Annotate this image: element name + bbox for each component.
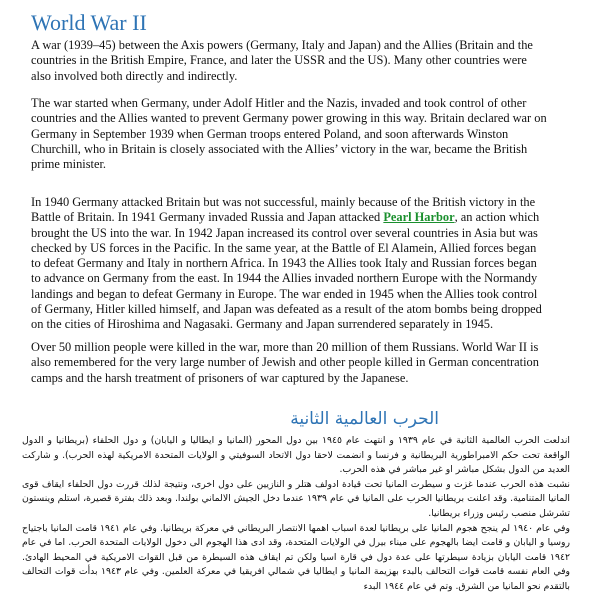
arabic-text-block [22, 434, 570, 595]
arabic-title: الحرب العالمية الثانية [290, 409, 439, 429]
arabic-paragraph-1: اندلعت الحرب العالمية الثانية في عام ١٩٣٩ و انتهت عام ١٩٤٥ بين دول المحور (المانيا و ايطاليا و اليابان) و دول الحلفاء (بريطانيا و الدول الواقعة تحت حكم الامبراطورية البريطانية و فرنسا و انضمت لاحقا دول الاتحاد السوفيتي و الولايات المتحدة الامريكية لهذه الحرب). و شاركت العديد من الدول بشكل مباشر او غير مباشر في هذه الحرب. [22, 435, 571, 476]
english-title: World War II [31, 10, 147, 35]
english-paragraph-3 [31, 195, 547, 333]
paragraph-3-text-start: In 1940 Germany attacked Britain but was not successful, mainly because of the British victory in the Battle of Britain. In 1941 Germany invaded Russia and Japan attacked [31, 195, 536, 225]
english-paragraph-2: The war started when Germany, under Adolf Hitler and the Nazis, invaded and took control of other countries and the Allies wanted to prevent Germany power growing in this way. Britain declared war on Germany in September 1939 when German troops entered Poland, and soon afterwards Winston Churchill, who in Britain is closely associated with the Allies’ victory in the war, became the British prime minister. [31, 96, 547, 172]
paragraph-3-text-end: , an action which brought the US into the war. In 1942 Japan increased its control over several countries in Asia but was checked by US forces in the Pacific. In the same year, at the Battle of El Alamein, Allied forces began to defeat Germany and Italy in northern Africa. In 1943 the Allies took Italy and Russian forces began to advance on Germany from the east. In 1944 the Allies invaded northern Europe with the Normandy landings and began to defeat Germany in Europe. The war ended in 1945 when the Allies took control of Germany, Hitler killed himself, and Japan was defeated as a result of the atom bombs being dropped on the cities of Hiroshima and Nagasaki. Germany and Japan surrendered separately in 1945. [31, 210, 542, 332]
english-paragraph-4: Over 50 million people were killed in the war, more than 20 million of them Russians. World War II is also remembered for the very large number of Jewish and other people killed in German concentration camps and the harsh treatment of prisoners of war captured by the Japanese. [31, 340, 539, 385]
pearl-harbor-link[interactable]: Pearl Harbor [383, 210, 455, 225]
english-paragraph-1: A war (1939–45) between the Axis powers (Germany, Italy and Japan) and the Allies (Britain and the countries in the British Empire, France, and later the USSR and the US). Many other countries were also involved both directly and indirectly. [31, 38, 533, 83]
arabic-paragraph-3: وفي عام ١٩٤٠ لم ينجح هجوم المانيا على بريطانيا لعدة اسباب اهمها الانتصار البريطاني في معركة بريطانيا. وفي عام ١٩٤١ قامت المانيا باجتياح روسيا و اليابان و قامت ايضا بالهجوم على ميناء بيرل في الولايات المتحدة، وقد ادى هذا الهجوم الى دخول الولايات المتحدة الحرب. اما في عام ١٩٤٢ قامت اليابان بزيادة سيطرتها على عدة دول في قارة اسيا ولكن تم ايقاف هذه السيطرة من قبل القوات الامريكية في المحيط الهادئ. وفي العام نفسه قامت قوات التحالف بالبدء بهزيمة المانيا و ايطاليا في شمالي افريقيا في معركة العلمين. وفي عام ١٩٤٣ بدأت قوات التحالف بالتقدم نحو المانيا من الشرق. وتم في عام ١٩٤٤ البدء [22, 522, 570, 592]
arabic-paragraph-2: نشبت هذه الحرب عندما غزت و سيطرت المانيا تحت قيادة ادولف هتلر و النازيين على دول اخرى، ونتيجة لذلك قررت دول الحلفاء ايقاف قوى المانيا المتنامية. وقد اعلنت بريطانيا الحرب على المانيا في عام ١٩٣٩ عندما دخل الجيش الالماني بولندا. وبعد ذلك بفترة قصيرة، استلم وينستون تشرشل منصب رئيس وزراء بريطانيا. [22, 478, 571, 519]
